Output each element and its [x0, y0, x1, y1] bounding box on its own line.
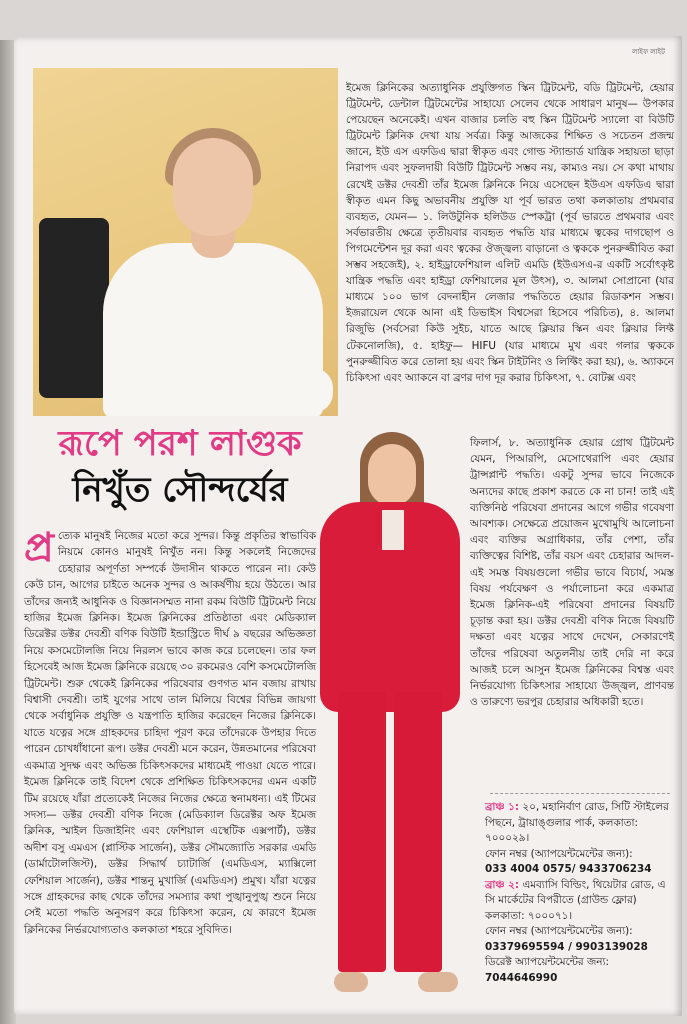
headline-line2: নিখুঁত সৌন্দর্যের [72, 470, 288, 510]
branch-1-address: ২০, মহানির্বাণ রোড, সিটি স্টাইলের পিছনে, ট্রায়াঙ্গুলার পার্ক, কলকাতা: ৭০০০২৯। [485, 801, 669, 844]
face-shape [173, 138, 253, 236]
portrait-photo-standing [298, 432, 483, 1012]
chair-shape [39, 218, 109, 398]
article-column-left [24, 525, 316, 938]
branch-2 [485, 878, 675, 925]
direct-appointment-phone: 7044646990 [485, 971, 558, 984]
red-trouser-left-shape [338, 692, 386, 972]
branch-info [485, 800, 675, 986]
running-head: লাইফ লাইট [632, 48, 665, 56]
face-shape [368, 444, 416, 506]
branch-2-phone: 03379695594 / 9903139028 [485, 940, 648, 953]
branch-2-tag: ব্রাঞ্চ ২: [485, 878, 520, 891]
drop-cap: প্র [24, 525, 54, 571]
shoe-right-shape [418, 972, 458, 992]
folded-arms-shape [153, 368, 333, 413]
divider [490, 793, 670, 794]
branch-1-tag: ব্রাঞ্চ ১: [485, 801, 519, 813]
red-trouser-right-shape [394, 692, 442, 972]
portrait-photo-seated [33, 68, 338, 416]
branch-1 [485, 800, 675, 847]
article-column-right-top: ইমেজ ক্লিনিকের অত্যাধুনিক প্রযুক্তিগত স্কিন ট্রিটমেন্ট, বডি ট্রিটমেন্ট, হেয়ার ট্রিটমেন্ট, ডেন্টাল ট্রিটমেন্টের সাহায্যে সেলেব থেকে সাধারণ মানুষ— উপকার পেয়েছেন অনেকেই। এখন বাজার চলতি বহু স্কিন ট্রিটমেন্ট স্যালো বা বিউটি ট্রিটমেন্ট ক্লিনিক দেখা যায় সর্বত্র। কিন্তু আজকের শিক্ষিত ও সচেতন প্রজন্ম জানে, ইউ এস এফডিএ দ্বারা স্বীকৃত এবং গোল্ড স্ট্যান্ডার্ড যান্ত্রিক সহায়তা ছাড়া নিরাপদ এবং সুফলদায়ী বিউটি ট্রিটমেন্ট সম্ভব নয়, কাম্যও নয়। সে কথা মাথায় রেখেই ডক্টর দেবশ্রী তাঁর ইমেজ ক্লিনিকে নিয়ে এসেছেন ইউএস এফডিএ দ্বারা স্বীকৃত এমন কিছু অভাবনীয় প্রযুক্তি যা পূর্ব ভারত তথা কলকাতায় প্রথমবার ব্যবহৃত, যেমন— ১. লিউটুনিক হলিউড স্পেকট্রা (পূর্ব ভারতে প্রথমবার এবং সর্বভারতীয় ক্ষেত্রে তৃতীয়বার ব্যবহৃত পদ্ধতি যার মাধ্যমে ত্বকের দাগছোপ ও পিগমেন্টেশন দূর করা এবং ত্বকের ঔজ্জ্বল্য বাড়ানো ও ত্বককে পুনরুজ্জীবিত করা সম্ভব সহজেই), ২. হাইড্রাফেশিয়াল এলিট এমডি (ইউএসএ-র একটি সর্বোৎকৃষ্ট যান্ত্রিক পদ্ধতি এবং হাইড্রা ফেশিয়ালের মূল উৎস), ৩. আলমা সোপ্রানো (যার মাধ্যমে ১০০ ভাগ বেদনাহীন লেজার পদ্ধতিতে হেয়ার রিডাকশন সম্ভব। ইজরায়েল থেকে আনা এই ডিভাইস বিশ্বসেরা হিসেবে পরিচিত), ৪. আলমা রিজুভি (সর্বসেরা কিউ সুইচ, যাতে আছে ক্লিয়ার স্কিন এবং ক্লিয়ার লিফ্ট টেকনোলজি), ৫. হাইফু— HIFU (যার মাধ্যমে মুখ এবং গলার ত্বককে পুনরুজ্জীবিত করে তোলা হয় এবং স্কিন টাইটনিং ও লিফ্টিং করা হয়), ৬. অ্যাকনে চিকিৎসা এবং অ্যাকনে বা ব্রণর দাগ দূর করার চিকিৎসা, ৭. বোটক্স এবং [346, 82, 674, 384]
branch-1-phone: 033 4004 0575/ 9433706234 [485, 863, 652, 875]
headline-line1: রূপে পরশ লাগুক [58, 424, 302, 464]
branch-2-phone-label: ফোন নম্বর (অ্যাপয়েন্টমেন্টের জন্য): [485, 925, 633, 937]
article-column-right-mid: ফিলার্স, ৮. অত্যাধুনিক হেয়ার গ্রোথ ট্রিটমেন্ট যেমন, পিআরপি, মেসোথেরাপি এবং হেয়ার ট্রান্সপ্লান্ট পদ্ধতি। একটু সুন্দর ভাবে নিজেকে অন্যদের কাছে প্রকাশ করতে কে না চান! তাই এই ব্যক্তিনিষ্ঠ পরিষেবা প্রদানের আগে গভীর গবেষণা আবশ্যক। সেক্ষেত্রে প্রয়োজন মুখোমুখি আলোচনা এবং ব্যক্তির অগ্রাধিকার, তাঁর পেশা, তাঁর ব্যক্তিত্বের বিশিষ্ট, তাঁর বয়স এবং চেহারার আদল- এই সমস্ত বিষয়গুলো গভীর ভাবে বিচার্য, সমস্ত বিষয় পর্যবেক্ষণ ও পর্যালোচনা করে একমাত্র ইমেজ ক্লিনিক-এই পরিষেবা প্রদানের বিষয়টি চূড়ান্ত করা হয়। ডক্টর দেবশ্রী বণিক নিজে বিষয়টি দক্ষতা এবং যত্নের সাথে দেখেন, সেকারণেই তাঁদের পরিষেবা অতুলনীয় তাই দেরি না করে আজই চলে আসুন ইমেজ ক্লিনিকের বিশ্বস্ত এবং নির্ভরযোগ্য চিকিৎসার সাহায্যে উজ্জ্বল, প্রাণবন্ত ও তারুণ্যে ভরপুর চেহারার অধিকারী হতে। [470, 437, 674, 709]
branch-2-address: এমব্যাসি বিল্ডিং, থিয়েটার রোড, এ সি মার্কেটের বিপরীতে (গ্রাউন্ড ফ্লোর) কলকাতা: ৭০০০৭১। [485, 878, 666, 922]
article-left-body: ত্যেক মানুষই নিজের মতো করে সুন্দর। কিন্তু প্রকৃতির স্বাভাবিক নিয়মে কোনও মানুষই নিখুঁত নন। কিন্তু সকলেই নিজেদের চেহারার অপূর্ণতা সম্পর্কে উদাসীন থাকতে পারেন না। কেউ কেউ চান, আগের চাইতে অনেক সুন্দর ও আকর্ষণীয় হয়ে উঠতে। আর তাঁদের জন্যই আধুনিক ও বিজ্ঞানসম্মত নানা রকম বিউটি ট্রিটমেন্ট নিয়ে হাজির ইমেজ ক্লিনিক। ইমেজ ক্লিনিকের প্রতিষ্ঠাতা এবং মেডিক্যাল ডিরেক্টর ডক্টর দেবশ্রী বণিক বিউটি ইন্ডাস্ট্রিতে দীর্ঘ ৯ বছরের অভিজ্ঞতা নিয়ে কসমেটোলজি নিয়ে নিরলস ভাবে কাজ করে চলেছেন। তার ফল হিসেবেই আজ ইমেজ ক্লিনিকে রয়েছে ৩০ রকমেরও বেশি কসমেটোলজি ট্রিটমেন্ট। শুরু থেকেই ক্লিনিকের পরিষেবার গুণগত মান বজায় রাখায় বিশ্বাসী দেবশ্রী। তাই যুগের সাথে তাল মিলিয়ে বিশ্বের বিভিন্ন জায়গা থেকে সর্বাধুনিক প্রযুক্তি ও যন্ত্রপাতি হাজির করেছেন নিজের ক্লিনিকে। যাতে যত্নের সঙ্গে গ্রাহকদের চাহিদা পূরণ করে তাঁদেরকে উপহার দিতে পারেন চোখধাঁধানো রূপ। ডক্টর দেবশ্রী মনে করেন, উন্নতমানের পরিষেবা একমাত্র সুদক্ষ এবং অভিজ্ঞ চিকিৎসকদের মাধ্যমেই পাওয়া যেতে পারে। ইমেজ ক্লিনিকে তাই বিদেশ থেকে প্রশিক্ষিত চিকিৎসকদের এমন একটি টিম রয়েছে যাঁরা প্রত্যেকেই নিজের নিজের ক্ষেত্রে স্বনামধন্য। এই টিমের সদস্য— ডক্টর দেবশ্রী বণিক নিজে (মেডিক্যাল ডিরেক্টর অফ ইমেজ ক্লিনিক, স্মাইল ডিজাইনিং এবং ফেশিয়াল এস্থেটিক এক্সপার্ট), ডক্টর অদীশ বসু এমএস (প্লাস্টিক সার্জেন), ডক্টর সৌমজ্যোতি সরকার এমডি (ডার্মাটোলজিস্ট), ডক্টর সিদ্ধার্থ চ্যাটার্জি (এমডিএস, ম্যাক্সিলো ফেশিয়াল সার্জেন), ডক্টর শান্তনু মুখার্জি (এমডিএস) প্রমুখ। যাঁরা যত্নের সঙ্গে গ্রাহকদের কাছ থেকে তাঁদের সমস্যার কথা পুঙ্খানুপুঙ্খ শুনে নিয়ে সেই মতো পদ্ধতি অনুসরণ করে চিকিৎসা করেন, যে কারণে ইমেজ ক্লিনিকের নির্ভরযোগ্যতাও কলকাতা শহরে সুবিদিত। [24, 530, 316, 936]
direct-appointment-label: ডিরেক্ট অ্যাপয়েন্টমেন্টের জন্য: [485, 956, 609, 968]
shoe-left-shape [334, 972, 368, 992]
branch-1-phone-label: ফোন নম্বর (অ্যাপয়েন্টমেন্টের জন্য): [485, 847, 633, 860]
shirt-shape [382, 510, 404, 550]
